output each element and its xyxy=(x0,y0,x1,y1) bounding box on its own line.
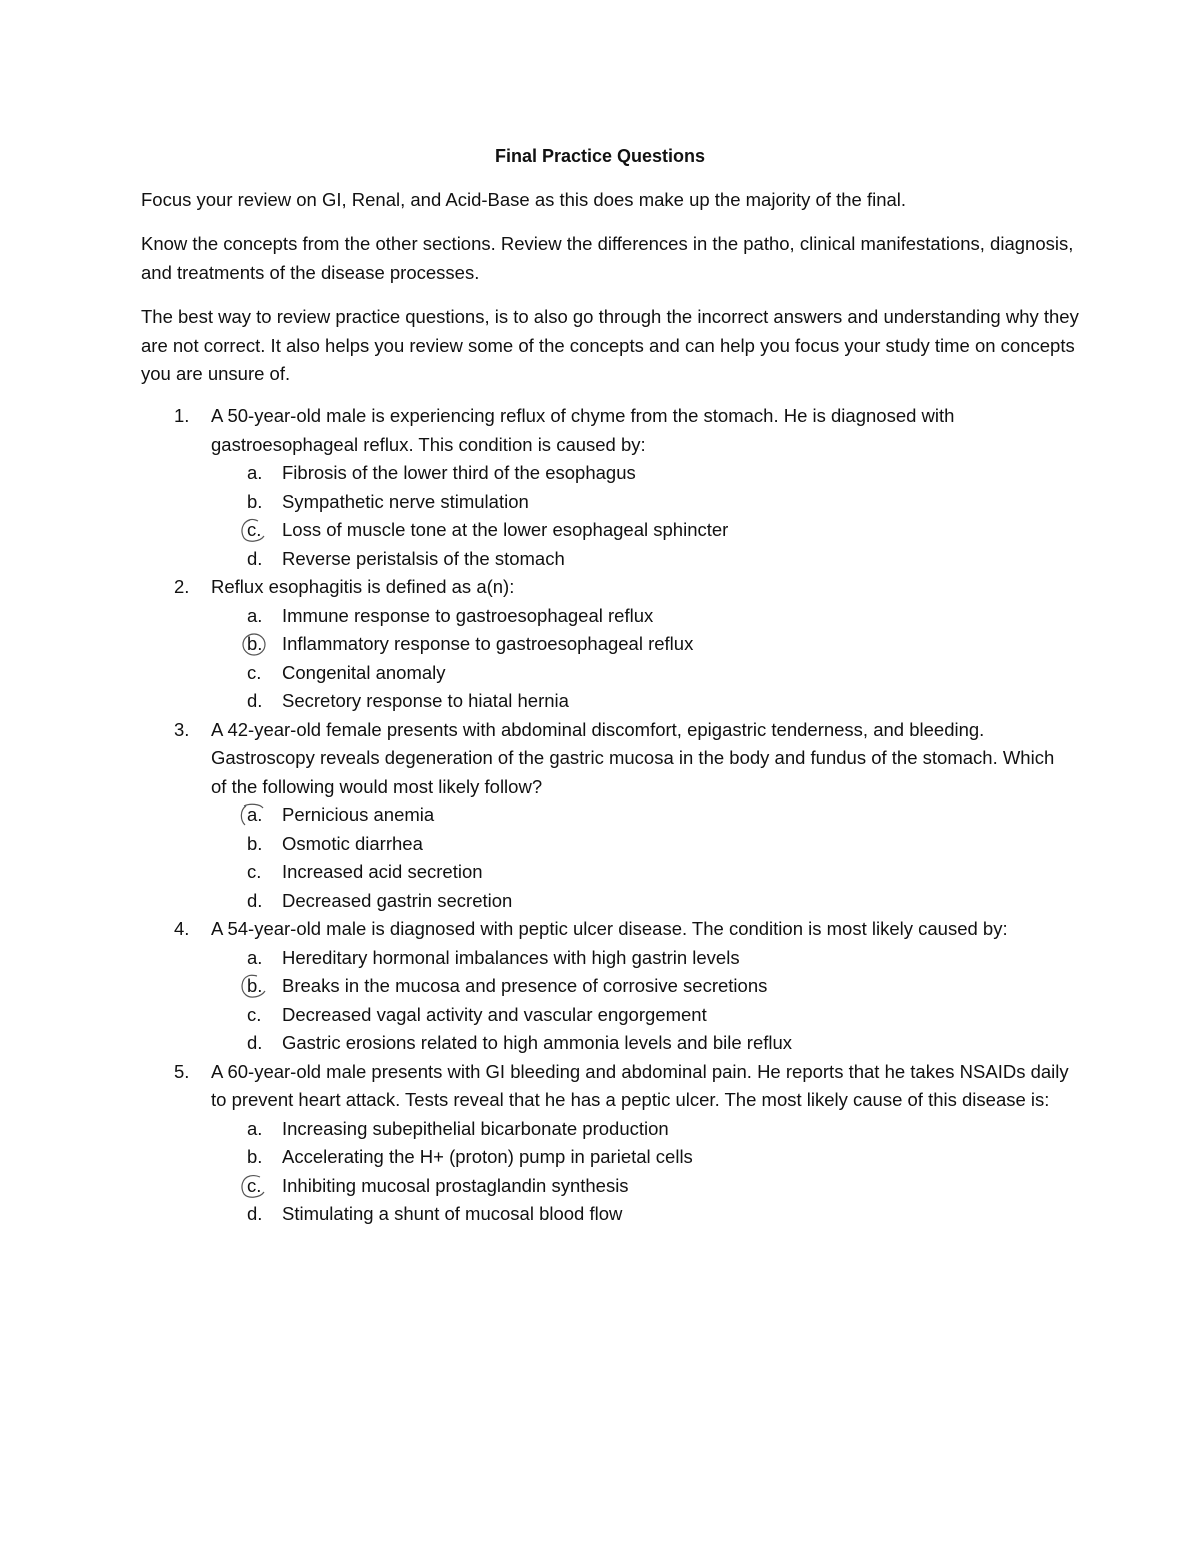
option-letter: d. xyxy=(247,1203,263,1224)
option-text: Accelerating the H+ (proton) pump in parietal cells xyxy=(282,1146,693,1167)
question-number: 1. xyxy=(174,405,190,426)
answer-option xyxy=(0,602,1200,631)
option-letter: c. xyxy=(247,661,262,683)
option-letter: b. xyxy=(247,490,263,512)
option-text: Increased acid secretion xyxy=(282,861,483,882)
question-text: Reflux esophagitis is defined as a(n): xyxy=(211,576,515,597)
option-text: Reverse peristalsis of the stomach xyxy=(282,547,565,569)
answer-option xyxy=(0,858,1200,887)
option-letter: a. xyxy=(247,946,263,968)
option-letter: d. xyxy=(247,889,263,911)
document-title: Final Practice Questions xyxy=(494,146,706,166)
option-text: Decreased gastrin secretion xyxy=(282,889,513,911)
question-list xyxy=(0,402,1200,1229)
answer-option xyxy=(0,972,1200,1001)
answer-option xyxy=(0,801,1200,830)
question-number: 5. xyxy=(174,1060,190,1082)
option-text: Decreased vagal activity and vascular engorgement xyxy=(282,1003,707,1025)
option-letter: b. xyxy=(247,975,263,996)
option-text: Loss of muscle tone at the lower esophageal sphincter xyxy=(282,519,729,540)
answer-option xyxy=(0,1172,1200,1201)
option-letter: b. xyxy=(247,633,263,654)
answer-option xyxy=(0,459,1200,488)
question-text: A 50-year-old male is experiencing reflux of chyme from the stomach. He is diagnosed with gastroesophageal reflux. This condition is caused by: xyxy=(211,405,955,455)
question-4 xyxy=(0,915,1200,1058)
answer-option xyxy=(0,1029,1200,1058)
answer-option xyxy=(0,659,1200,688)
answer-option xyxy=(0,488,1200,517)
question-5 xyxy=(0,1058,1200,1229)
option-letter: a. xyxy=(247,604,263,626)
answer-option xyxy=(0,1200,1200,1229)
option-text: Gastric erosions related to high ammonia levels and bile reflux xyxy=(282,1032,793,1053)
option-letter: a. xyxy=(247,462,263,483)
answer-option xyxy=(0,887,1200,916)
option-letter: b. xyxy=(247,1146,263,1167)
question-number: 3. xyxy=(174,718,190,740)
answer-option xyxy=(0,1143,1200,1172)
question-number: 2. xyxy=(174,576,190,597)
option-letter: c. xyxy=(247,519,262,540)
option-letter: c. xyxy=(247,861,262,882)
option-letter: c. xyxy=(247,1174,262,1196)
option-text: Pernicious anemia xyxy=(282,804,435,825)
option-text: Secretory response to hiatal hernia xyxy=(282,690,569,711)
intro-paragraph-1: Focus your review on GI, Renal, and Acid-Base as this does make up the majority of the final. xyxy=(141,189,907,210)
option-letter: a. xyxy=(247,1117,263,1139)
option-text: Congenital anomaly xyxy=(282,661,446,683)
option-text: Breaks in the mucosa and presence of corrosive secretions xyxy=(282,975,768,996)
answer-option xyxy=(0,630,1200,659)
intro-paragraph-2: Know the concepts from the other sections. Review the differences in the patho, clinical manifestations, diagnosis, and treatments of the disease processes. xyxy=(141,233,1074,283)
answer-option xyxy=(0,1115,1200,1144)
option-text: Sympathetic nerve stimulation xyxy=(282,490,529,512)
option-text: Fibrosis of the lower third of the esophagus xyxy=(282,462,636,483)
question-1 xyxy=(0,402,1200,573)
option-letter: b. xyxy=(247,832,263,854)
answer-option xyxy=(0,545,1200,574)
option-text: Inhibiting mucosal prostaglandin synthesis xyxy=(282,1174,629,1196)
option-letter: c. xyxy=(247,1003,262,1025)
question-text: A 54-year-old male is diagnosed with peptic ulcer disease. The condition is most likely caused by: xyxy=(211,918,1008,939)
option-letter: d. xyxy=(247,690,263,711)
answer-option xyxy=(0,687,1200,716)
question-2 xyxy=(0,573,1200,716)
answer-option xyxy=(0,516,1200,545)
question-3 xyxy=(0,716,1200,916)
option-text: Increasing subepithelial bicarbonate production xyxy=(282,1117,669,1139)
answer-option xyxy=(0,944,1200,973)
answer-option xyxy=(0,830,1200,859)
question-text: A 60-year-old male presents with GI bleeding and abdominal pain. He reports that he takes NSAIDs daily to prevent heart attack. Tests reveal that he has a peptic ulcer. The most likely cause of this disease is: xyxy=(211,1060,1069,1110)
option-text: Hereditary hormonal imbalances with high gastrin levels xyxy=(282,946,740,968)
question-number: 4. xyxy=(174,918,190,939)
option-text: Immune response to gastroesophageal reflux xyxy=(282,604,654,626)
question-text: A 42-year-old female presents with abdominal discomfort, epigastric tenderness, and bleeding. Gastroscopy reveals degeneration of the gastric mucosa in the body and fundus of the stomach. Which of the following would most likely follow? xyxy=(211,718,1055,797)
option-text: Stimulating a shunt of mucosal blood flow xyxy=(282,1203,623,1224)
intro-paragraph-3: The best way to review practice questions, is to also go through the incorrect answers and understanding why they are not correct. It also helps you review some of the concepts and can help you focus your study time on concepts you are unsure of. xyxy=(141,306,1079,384)
option-letter: d. xyxy=(247,1032,263,1053)
option-letter: a. xyxy=(247,804,263,825)
answer-option xyxy=(0,1001,1200,1030)
option-letter: d. xyxy=(247,547,263,569)
option-text: Inflammatory response to gastroesophageal reflux xyxy=(282,633,694,654)
option-text: Osmotic diarrhea xyxy=(282,832,423,854)
